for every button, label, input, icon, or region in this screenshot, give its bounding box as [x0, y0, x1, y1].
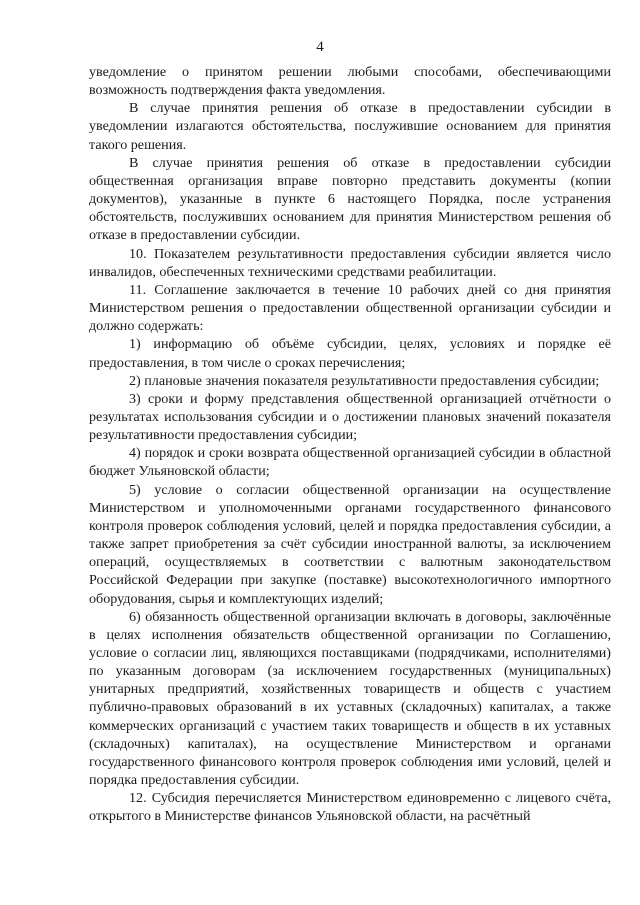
- list-item-1: 1) информацию об объёме субсидии, целях, условиях и порядке её предоставления, в том числе о сроках перечисления;: [89, 336, 611, 371]
- paragraph-resubmission: В случае принятия решения об отказе в предоставлении субсидии общественная организация вправе повторно представить документы (копии документов), указанные в пункте 6 настоящего Порядка, после устранения обстоятельств, послуживших основанием для принятия Министерством решения об отказе в предоставлении субсидии.: [89, 154, 611, 244]
- paragraph-refusal-notice: В случае принятия решения об отказе в предоставлении субсидии в уведомлении излагаются обстоятельства, послужившие основанием для принятия такого решения.: [89, 100, 611, 153]
- paragraph-notification-continuation: уведомление о принятом решении любыми способами, обеспечивающими возможность подтверждения факта уведомления.: [89, 64, 611, 99]
- document-body: [89, 63, 611, 826]
- list-item-3: 3) сроки и форму представления общественной организацией отчётности о результатах использования субсидии и о достижении плановых значений показателя результативности предоставления субсидии;: [89, 390, 611, 444]
- list-item-5: 5) условие о согласии общественной организации на осуществление Министерством и уполномоченными органами государственного финансового контроля проверок соблюдения условий, целей и порядка предоставления субсидии, а также запрет приобретения за счёт субсидии иностранной валюты, за исключением операций, осуществляемых в соответствии с валютным законодательством Российской Федерации при закупке (поставке) высокотехнологичного импортного оборудования, сырья и комплектующих изделий;: [89, 481, 611, 607]
- list-item-4: 4) порядок и сроки возврата общественной организацией субсидии в областной бюджет Ульяновской области;: [89, 445, 611, 480]
- list-item-2: 2) плановые значения показателя результативности предоставления субсидии;: [129, 372, 600, 389]
- list-item-6: 6) обязанность общественной организации включать в договоры, заключённые в целях исполнения обязательств общественной организации по Соглашению, условие о согласии лиц, являющихся поставщиками (подрядчиками, исполнителями) по указанным договорам (за исключением государственных (муниципальных) унитарных предприятий, хозяйственных товариществ и обществ с участием публично-правовых образований в их уставных (складочных) капиталах, а также коммерческих организаций с участием таких товариществ и обществ в их уставных (складочных) капиталах), на осуществление Министерством и органами государственного финансового контроля проверок соблюдения ими условий, целей и порядка предоставления субсидии.: [89, 608, 611, 789]
- paragraph-clause-12: 12. Субсидия перечисляется Министерством единовременно с лицевого счёта, открытого в Министерстве финансов Ульяновской области, на расчётный: [89, 790, 611, 825]
- paragraph-clause-10: 10. Показателем результативности предоставления субсидии является число инвалидов, обеспеченных техническими средствами реабилитации.: [89, 245, 611, 280]
- paragraph-clause-11: 11. Соглашение заключается в течение 10 рабочих дней со дня принятия Министерством решения о предоставлении общественной организации субсидии и должно содержать:: [89, 281, 611, 335]
- page-number: 4: [316, 39, 324, 55]
